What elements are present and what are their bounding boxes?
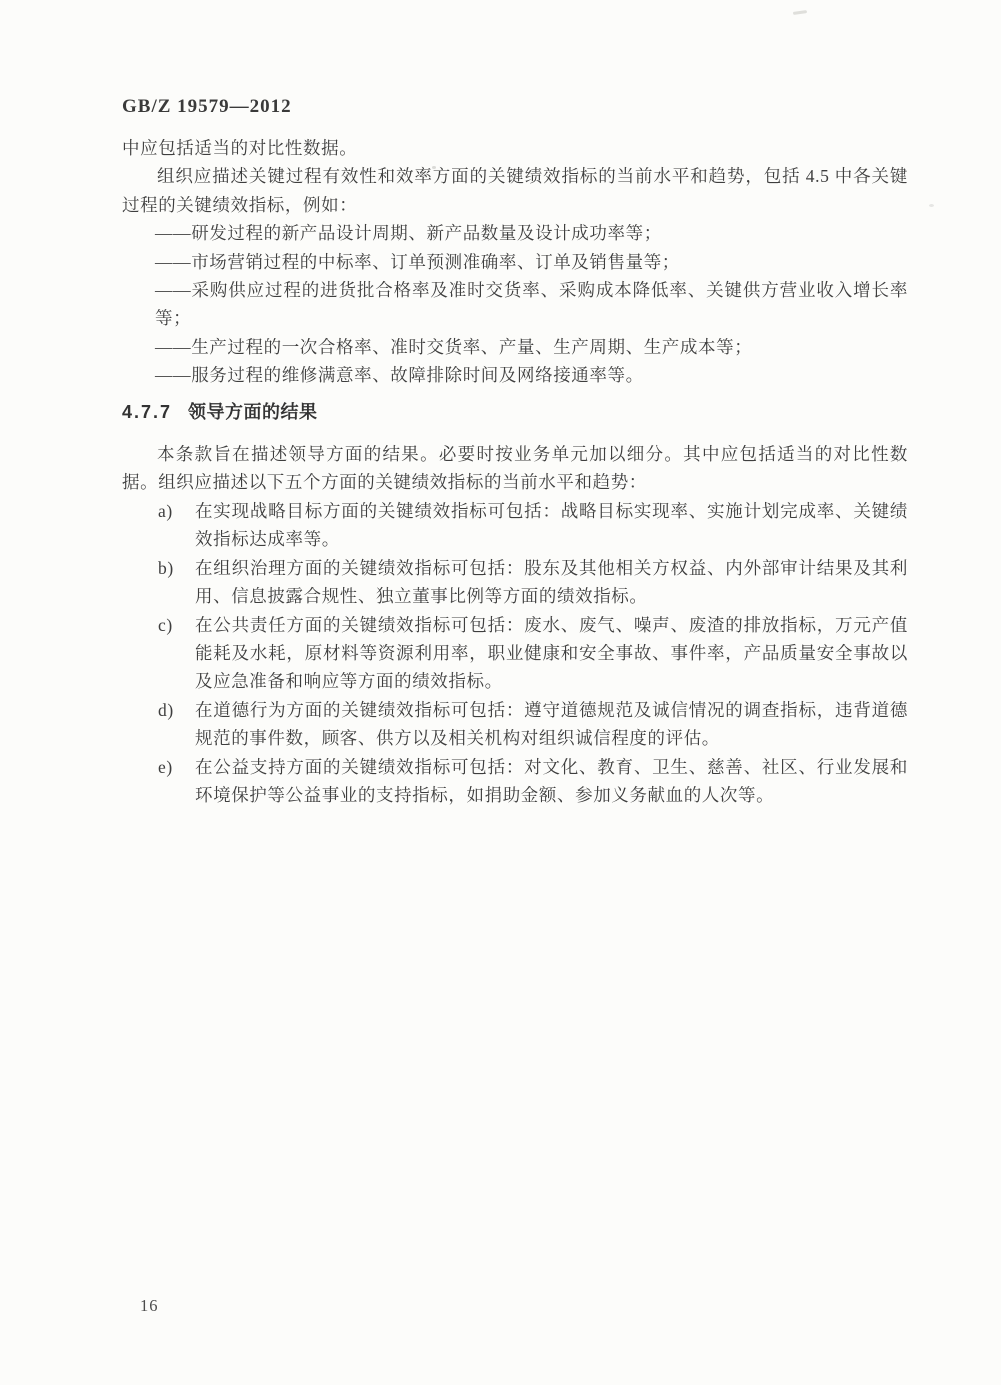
dash-list-item: ——研发过程的新产品设计周期、新产品数量及设计成功率等； (155, 223, 662, 244)
dash-list (122, 219, 908, 389)
lettered-list-item (122, 611, 908, 696)
lettered-list (122, 497, 908, 809)
dash-list-item: ——采购供应过程的进货批合格率及准时交货率、采购成本降低率、关键供方营业收入增长率等； (155, 280, 908, 329)
page-number: 16 (140, 1296, 159, 1315)
dash-list-item: ——市场营销过程的中标率、订单预测准确率、订单及销售量等； (155, 251, 680, 272)
item-label: e) (158, 756, 173, 777)
section-number: 4.7.7 (122, 401, 173, 422)
lettered-list-item (122, 696, 908, 753)
paragraph-leadership-intro: 本条款旨在描述领导方面的结果。必要时按业务单元加以细分。其中应包括适当的对比性数据。组织应描述以下五个方面的关键绩效指标的当前水平和趋势： (122, 444, 908, 493)
document-standard-number: GB/Z 19579—2012 (122, 96, 292, 117)
item-label: c) (158, 614, 173, 635)
paragraph-process-intro: 组织应描述关键过程有效性和效率方面的关键绩效指标的当前水平和趋势，包括 4.5 中各关键过程的关键绩效指标，例如： (122, 166, 908, 215)
section-heading (122, 398, 908, 426)
item-label: b) (158, 557, 174, 578)
lettered-list-item (122, 554, 908, 611)
item-text: 在公共责任方面的关键绩效指标可包括：废水、废气、噪声、废渣的排放指标，万元产值能耗及水耗，原材料等资源利用率，职业健康和安全事故、事件率，产品质量安全事故以及应急准备和响应等方面的绩效指标。 (195, 614, 908, 692)
lettered-list-item (122, 753, 908, 810)
paragraph-continuation: 中应包括适当的对比性数据。 (122, 138, 358, 158)
item-text: 在公益支持方面的关键绩效指标可包括：对文化、教育、卫生、慈善、社区、行业发展和环境保护等公益事业的支持指标，如捐助金额、参加义务献血的人次等。 (195, 756, 908, 805)
scan-speck (929, 204, 934, 207)
dash-list-item: ——生产过程的一次合格率、准时交货率、产量、生产周期、生产成本等； (155, 336, 753, 357)
dash-list-item: ——服务过程的维修满意率、故障排除时间及网络接通率等。 (155, 365, 644, 386)
scan-speck (793, 10, 807, 15)
item-label: a) (158, 500, 173, 521)
document-body (122, 134, 908, 809)
lettered-list-item (122, 497, 908, 554)
section-title: 领导方面的结果 (188, 401, 318, 422)
item-text: 在组织治理方面的关键绩效指标可包括：股东及其他相关方权益、内外部审计结果及其利用、信息披露合规性、独立董事比例等方面的绩效指标。 (195, 557, 908, 607)
item-text: 在道德行为方面的关键绩效指标可包括：遵守道德规范及诚信情况的调查指标，违背道德规范的事件数，顾客、供方以及相关机构对组织诚信程度的评估。 (195, 699, 908, 749)
item-label: d) (158, 699, 174, 720)
item-text: 在实现战略目标方面的关键绩效指标可包括：战略目标实现率、实施计划完成率、关键绩效指标达成率等。 (195, 500, 908, 550)
